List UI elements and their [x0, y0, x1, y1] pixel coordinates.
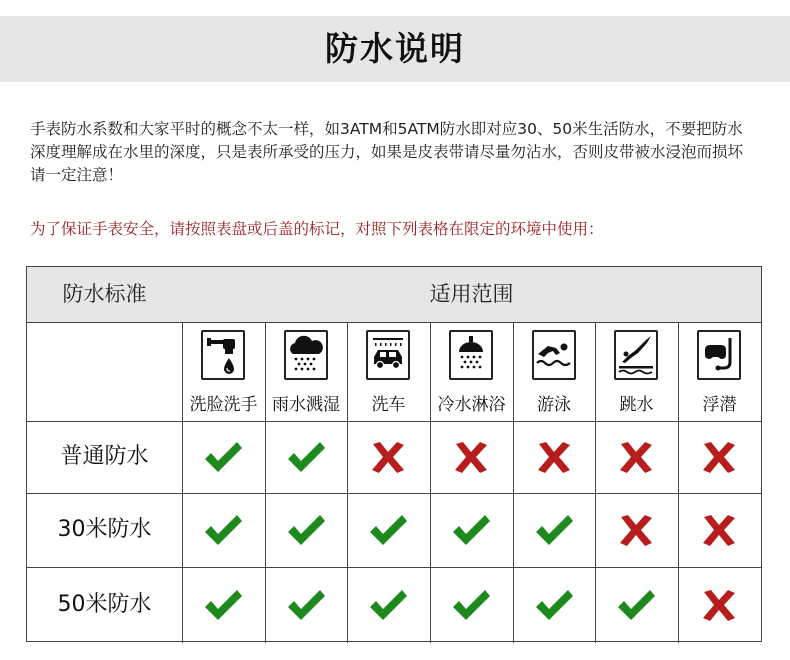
diver-icon [614, 330, 658, 380]
usage-notice: 为了保证手表安全，请按照表盘或后盖的标记，对照下列表格在限定的环境中使用： [30, 220, 604, 238]
intro-line: 深度理解成在水里的深度，只是表所承受的压力，如果是皮表带请尽量勿沾水，否则皮带被水浸泡而损坏 [30, 143, 744, 161]
title-banner [0, 16, 790, 82]
check-mark-icon [614, 587, 658, 623]
row-label-30m: 30米防水 [57, 517, 152, 542]
check-mark-icon [284, 439, 328, 475]
activity-header [430, 322, 513, 421]
water-resistance-table [26, 266, 762, 642]
rain-cloud-icon [284, 330, 328, 380]
snorkel-mask-icon [697, 330, 741, 380]
check-mark-icon [201, 439, 245, 475]
cross-mark-icon [366, 439, 410, 475]
page-title: 防水说明 [325, 29, 465, 68]
check-mark-icon [532, 587, 576, 623]
activity-label: 洗脸洗手 [189, 395, 258, 415]
check-mark-icon [201, 512, 245, 548]
activity-label: 浮潜 [702, 395, 737, 415]
row-label-50m: 50米防水 [57, 592, 152, 617]
activity-label: 冷水淋浴 [437, 395, 506, 415]
cross-mark-icon [697, 587, 741, 623]
header-standard: 防水标准 [62, 282, 147, 306]
header-scope: 适用范围 [429, 282, 514, 306]
row-label-standard: 普通防水 [60, 444, 149, 469]
activity-label: 洗车 [371, 395, 406, 415]
activity-label: 雨水溅湿 [272, 395, 340, 415]
activity-header [678, 322, 761, 421]
check-mark-icon [532, 512, 576, 548]
intro-paragraph [30, 118, 770, 187]
swimmer-icon [532, 330, 576, 380]
cross-mark-icon [697, 512, 741, 548]
activity-header [347, 322, 430, 421]
cross-mark-icon [614, 512, 658, 548]
check-mark-icon [449, 512, 493, 548]
activity-header [513, 322, 595, 421]
activity-header [182, 322, 265, 421]
shower-icon [449, 330, 493, 380]
check-mark-icon [366, 587, 410, 623]
cross-mark-icon [449, 439, 493, 475]
faucet-icon [201, 330, 245, 380]
check-mark-icon [284, 587, 328, 623]
car-wash-icon [366, 330, 410, 380]
cross-mark-icon [697, 439, 741, 475]
activity-label: 跳水 [619, 395, 654, 415]
intro-line: 请一定注意！ [30, 166, 124, 184]
intro-line: 手表防水系数和大家平时的概念不太一样，如3ATM和5ATM防水即对应30、50米生活防水，不要把防水 [30, 120, 743, 138]
activity-header [265, 322, 347, 421]
check-mark-icon [366, 512, 410, 548]
activity-header [595, 322, 678, 421]
check-mark-icon [284, 512, 328, 548]
activity-label: 游泳 [537, 395, 571, 415]
check-mark-icon [201, 587, 245, 623]
cross-mark-icon [532, 439, 576, 475]
check-mark-icon [449, 587, 493, 623]
cross-mark-icon [614, 439, 658, 475]
